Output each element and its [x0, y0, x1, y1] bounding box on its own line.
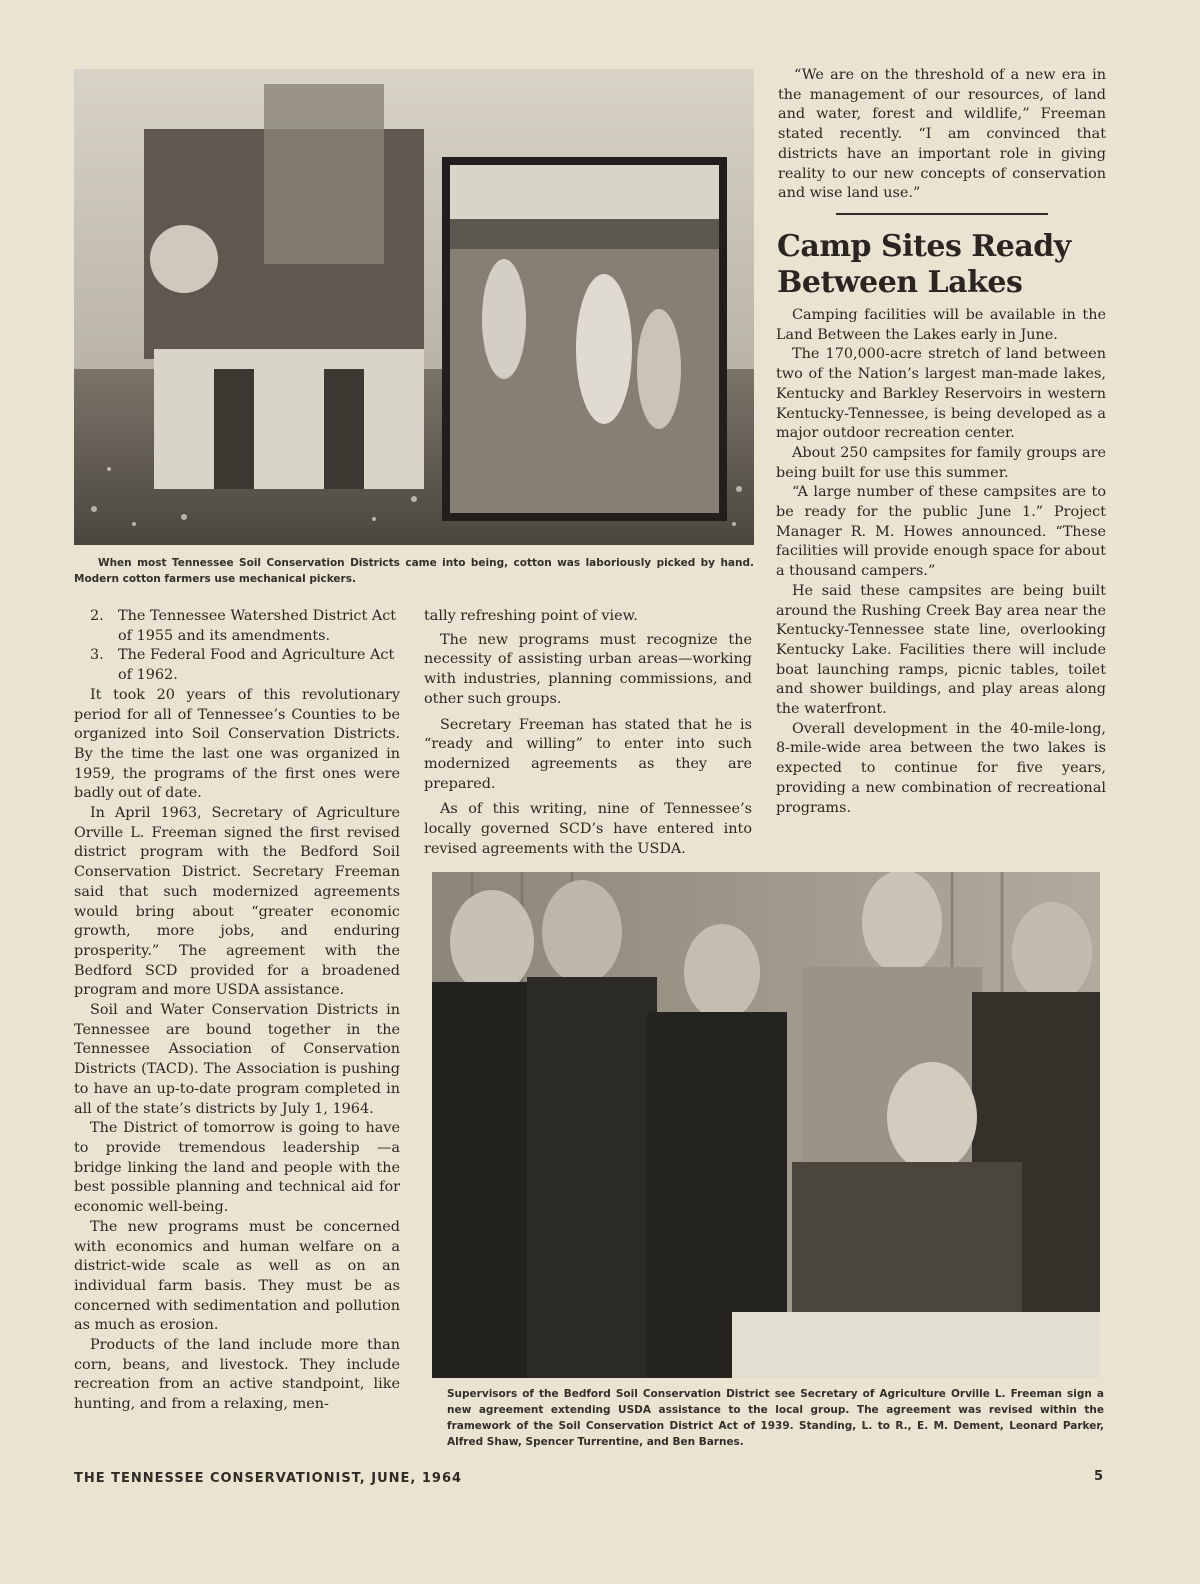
middle-column: [424, 607, 752, 859]
list-item-number: 2.: [90, 608, 104, 624]
camp-paragraph: Camping facilities will be available in the Land Between the Lakes early in June.: [776, 307, 1106, 343]
left-paragraph: In April 1963, Secretary of Agriculture Orville L. Freeman signed the first revised district program with the Bedford Soil Conservation District. Secretary Freeman said that such modernized agreements would bring about “greater economic growth, more jobs, and enduring prosperity.” The agreement with the Bedford SCD provided for a broadened program and more USDA assistance.: [74, 805, 400, 999]
middle-paragraph: As of this writing, nine of Tennessee’s locally governed SCD’s have entered into revised agreements with the USDA.: [424, 801, 752, 857]
left-paragraph: Soil and Water Conservation Districts in Tennessee are bound together in the Tennessee Association of Conservation Districts (TACD). The Association is pushing to have an up-to-date program completed in all of the state’s districts by July 1, 1964.: [74, 1002, 400, 1117]
camp-headline-line2: Between Lakes: [777, 265, 1023, 300]
list-item: [74, 646, 400, 685]
left-paragraph: It took 20 years of this revolutionary period for all of Tennessee’s Counties to be organized into Soil Conservation Districts. By the time the last one was organized in 1959, the programs of the first ones were badly out of date.: [74, 686, 400, 802]
camp-headline: [777, 229, 1107, 301]
cotton-photo: [74, 69, 754, 545]
left-paragraph: The District of tomorrow is going to have to provide tremendous leadership —a bridge linking the land and people with the best possible planning and technical aid for economic well-being.: [74, 1120, 400, 1216]
middle-paragraph: Secretary Freeman has stated that he is “ready and willing” to enter into such modernized agreements as they are prepared.: [424, 716, 752, 792]
camp-paragraph: The 170,000-acre stretch of land between two of the Nation’s largest man-made lakes, Kentucky and Barkley Reservoirs in western Kentucky-Tennessee, is being developed as a major outdoor recreation center.: [776, 346, 1106, 442]
camp-article-body: [776, 306, 1106, 818]
list-item: [74, 607, 400, 646]
cotton-photo-caption: When most Tennessee Soil Conservation Districts came into being, cotton was laboriously picked by hand. Modern cotton farmers use mechanical pickers.: [74, 557, 754, 585]
list-item-text: The Federal Food and Agriculture Act of 1962.: [118, 647, 395, 684]
middle-paragraph: The new programs must recognize the necessity of assisting urban areas—working with industries, planning commissions, and other such groups.: [424, 631, 752, 707]
signing-photo: [432, 872, 1100, 1378]
footer-publication: THE TENNESSEE CONSERVATIONIST, JUNE, 1964: [74, 1471, 463, 1486]
camp-paragraph: Overall development in the 40-mile-long, 8-mile-wide area between the two lakes is expected to continue for five years, providing a new combination of recreational programs.: [776, 720, 1106, 816]
list-item-text: The Tennessee Watershed District Act of 1955 and its amendments.: [118, 608, 397, 644]
list-item-number: 3.: [90, 647, 104, 664]
section-divider: [836, 213, 1048, 215]
signing-photo-caption: Supervisors of the Bedford Soil Conservation District see Secretary of Agriculture Orville L. Freeman sign a new agreement extending USDA assistance to the local group. The agreement was revised within the framework of the Soil Conservation District Act of 1939. Standing, L. to R., E. M. Dement, Leonard Parker, Alfred Shaw, Spencer Turrentine, and Ben Barnes.: [447, 1388, 1104, 1448]
camp-headline-line1: Camp Sites Ready: [777, 229, 1071, 264]
left-paragraph: The new programs must be concerned with economics and human welfare on a district-wide scale as well as on an individual farm basis. They must be as concerned with sedimentation and pollution as much as erosion.: [74, 1218, 400, 1334]
camp-paragraph: “A large number of these campsites are to be ready for the public June 1.” Project Manager R. M. Howes announced. “These facilities will provide enough space for about a thousand campers.”: [776, 484, 1106, 580]
freeman-quote-text: “We are on the threshold of a new era in the management of our resources, of land and water, forest and wildlife,” Freeman stated recently. “I am convinced that districts have an important role in giving reality to our new concepts of conservation and wise land use.”: [778, 67, 1106, 202]
left-paragraph: Products of the land include more than corn, beans, and livestock. They include recreation from an active standpoint, like hunting, and from a relaxing, men-: [74, 1337, 400, 1413]
camp-paragraph: About 250 campsites for family groups are being built for use this summer.: [776, 444, 1106, 481]
middle-paragraph: tally refreshing point of view.: [424, 608, 638, 624]
camp-paragraph: He said these campsites are being built around the Rushing Creek Bay area near the Kentucky-Tennessee state line, overlooking Kentucky Lake. Facilities there will include boat launching ramps, picnic tables, toilet and shower buildings, and play areas along the waterfront.: [776, 582, 1106, 718]
freeman-quote: [778, 66, 1106, 204]
left-column: [74, 607, 400, 1415]
page-number: 5: [1094, 1469, 1105, 1484]
